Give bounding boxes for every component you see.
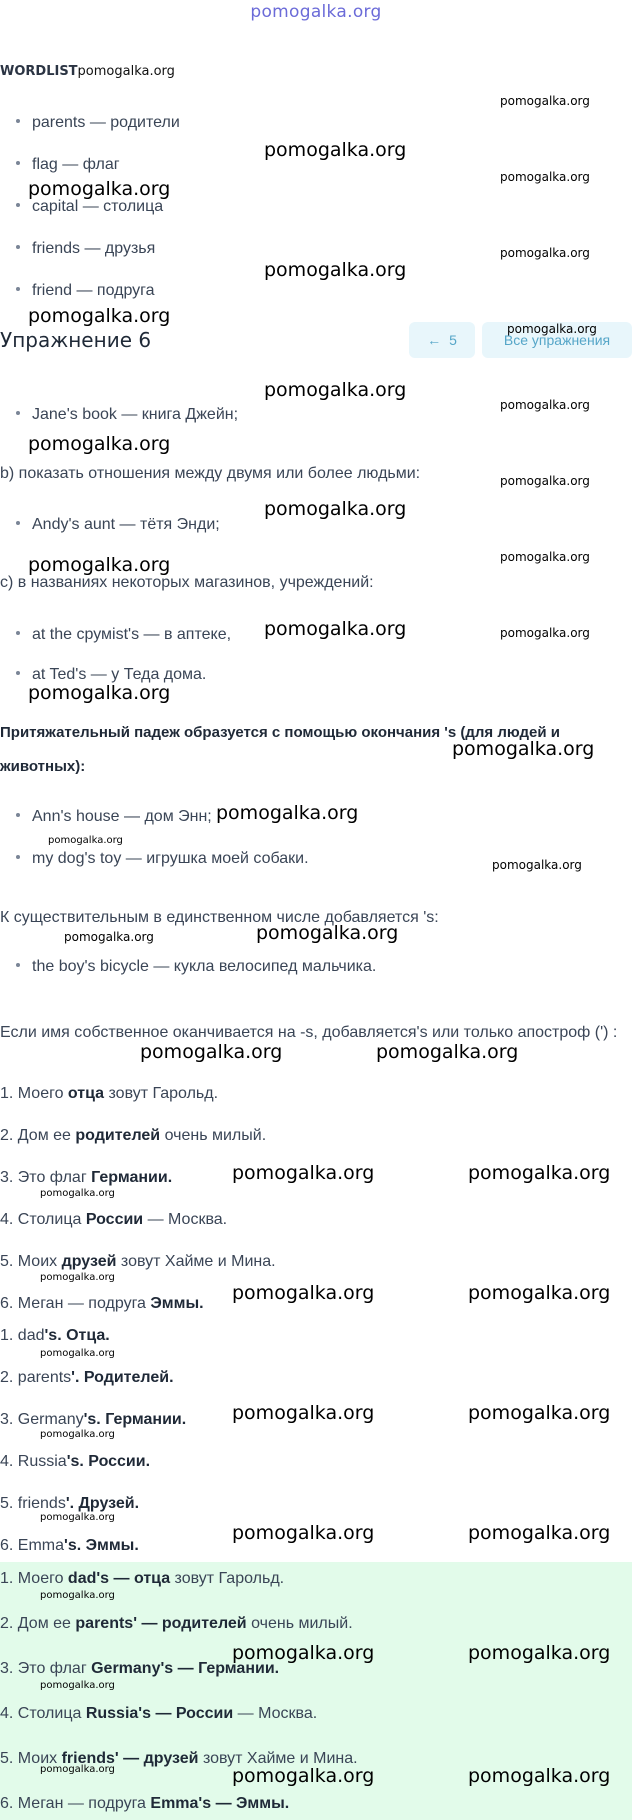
answer-highlight: dad's — отца [67, 1570, 171, 1587]
proper-noun-note: Если имя собственное оканчивается на -s, добавляется's или только апостроф (') : [0, 1024, 618, 1041]
form-text: 6. Emma [0, 1537, 65, 1554]
answer-text: зовут Гарольд. [170, 1570, 285, 1587]
sentence-highlight: Эммы. [150, 1295, 204, 1312]
watermark: pomogalka.org [64, 930, 154, 944]
watermark: pomogalka.org [28, 433, 171, 455]
list-item-text: Jane's book — книга Джейн; [32, 406, 239, 423]
list-item-text: parents — родители [32, 114, 180, 131]
answer-item [0, 1615, 353, 1633]
form-text: 1. dad [0, 1327, 45, 1344]
sentence-item [0, 1127, 266, 1145]
list-item [16, 808, 212, 826]
list-item-text: the boy's bicycle — кукла велосипед мальчика. [32, 958, 377, 975]
previous-exercise-number: 5 [449, 332, 457, 348]
exercise-title: Упражнение 6 [0, 328, 152, 352]
answer-item [0, 1705, 317, 1723]
wordlist-title [0, 64, 175, 79]
bullet-icon [16, 631, 20, 635]
answer-highlight: Emma's — Эммы. [150, 1795, 290, 1812]
section-c-text: c) в названиях некоторых магазинов, учреждений: [0, 574, 374, 591]
list-item [16, 626, 231, 644]
watermark: pomogalka.org [232, 1522, 375, 1544]
watermark: pomogalka.org [264, 498, 407, 520]
watermark: pomogalka.org [40, 1272, 115, 1283]
list-item-text: my dog's toy — игрушка моей собаки. [32, 850, 309, 867]
bullet-icon [16, 119, 20, 123]
answer-highlight: Germany's — Германии. [91, 1660, 280, 1677]
answer-highlight: friends' — друзей [61, 1750, 199, 1767]
watermark: pomogalka.org [468, 1522, 611, 1544]
watermark: pomogalka.org [500, 550, 590, 564]
watermark: pomogalka.org [452, 738, 595, 760]
list-item [16, 114, 180, 132]
list-item-text: at the срумist's — в аптеке, [32, 626, 232, 643]
sentence-item [0, 1295, 204, 1313]
watermark: pomogalka.org [500, 94, 590, 108]
previous-exercise-button[interactable] [409, 322, 475, 358]
watermark: pomogalka.org [48, 835, 123, 846]
watermark: pomogalka.org [40, 1348, 115, 1359]
watermark: pomogalka.org [232, 1162, 375, 1184]
sentence-text: 1. Моего [0, 1085, 68, 1102]
watermark: pomogalka.org [376, 1041, 519, 1063]
answer-text: 1. Моего [0, 1570, 68, 1587]
watermark: pomogalka.org [232, 1402, 375, 1424]
watermark: pomogalka.org [264, 618, 407, 640]
form-highlight: 's. России. [66, 1453, 151, 1470]
watermark: pomogalka.org [40, 1188, 115, 1199]
sentence-text: 5. Моих [0, 1253, 62, 1270]
form-text: 3. Germany [0, 1411, 84, 1428]
list-item-text: friends — друзья [32, 240, 156, 257]
answer-item [0, 1570, 284, 1588]
watermark: pomogalka.org [492, 858, 582, 872]
list-item-text: capital — столица [32, 198, 164, 215]
watermark: pomogalka.org [500, 398, 590, 412]
list-item [16, 516, 220, 534]
bullet-icon [16, 813, 20, 817]
sentence-item [0, 1253, 276, 1271]
list-item [16, 958, 376, 976]
answer-text: 5. Моих [0, 1750, 62, 1767]
watermark: pomogalka.org [140, 1041, 283, 1063]
watermark: pomogalka.org [232, 1765, 375, 1787]
singular-note: К существительным в единственном числе добавляется 's: [0, 909, 439, 926]
answer-highlight: Russia's — России [85, 1705, 234, 1722]
watermark: pomogalka.org [264, 379, 407, 401]
watermark: pomogalka.org [468, 1282, 611, 1304]
watermark: pomogalka.org [264, 259, 407, 281]
site-watermark-header: pomogalka.org [250, 2, 382, 22]
list-item-text: Ann's house — дом Энн; [32, 808, 212, 825]
list-item [16, 156, 120, 174]
watermark: pomogalka.org [468, 1765, 611, 1787]
sentence-item [0, 1085, 218, 1103]
answer-text: 3. Это флаг [0, 1660, 92, 1677]
form-item [0, 1495, 139, 1513]
list-item [16, 282, 155, 300]
sentence-text: зовут Гарольд. [104, 1085, 219, 1102]
sentence-text: 2. Дом ее [0, 1127, 76, 1144]
watermark: pomogalka.org [232, 1282, 375, 1304]
answer-text: очень милый. [246, 1615, 353, 1632]
watermark: pomogalka.org [40, 1429, 115, 1440]
watermark: pomogalka.org [40, 1680, 115, 1691]
watermark: pomogalka.org [40, 1764, 115, 1775]
form-highlight: '. Родителей. [71, 1369, 174, 1386]
sentence-highlight: Германии. [91, 1169, 173, 1186]
answer-text: — Москва. [233, 1705, 318, 1722]
answer-text: зовут Хайме и Мина. [198, 1750, 358, 1767]
answer-text: 2. Дом ее [0, 1615, 76, 1632]
answer-text: 4. Столица [0, 1705, 86, 1722]
watermark: pomogalka.org [28, 682, 171, 704]
form-text: 4. Russia [0, 1453, 67, 1470]
wordlist-source: pomogalka.org [77, 64, 175, 79]
list-item [16, 198, 163, 216]
list-item [16, 850, 309, 868]
bullet-icon [16, 287, 20, 291]
arrow-left-icon: ← [427, 332, 442, 348]
form-item [0, 1453, 150, 1471]
bullet-icon [16, 855, 20, 859]
form-highlight: 's. Эммы. [64, 1537, 139, 1554]
sentence-highlight: друзей [61, 1253, 117, 1270]
form-highlight: 's. Германии. [83, 1411, 187, 1428]
bullet-icon [16, 963, 20, 967]
watermark: pomogalka.org [500, 474, 590, 488]
form-highlight: '. Друзей. [65, 1495, 140, 1512]
watermark: pomogalka.org [507, 322, 597, 336]
list-item [16, 406, 238, 424]
form-text: 2. parents [0, 1369, 72, 1386]
bullet-icon [16, 521, 20, 525]
all-exercises-label: Все упражнения [503, 332, 611, 348]
watermark: pomogalka.org [500, 626, 590, 640]
sentence-text: — Москва. [143, 1211, 228, 1228]
answer-highlight: parents' — родителей [75, 1615, 247, 1632]
sentence-text: 4. Столица [0, 1211, 86, 1228]
sentence-text: 6. Меган — подруга [0, 1295, 151, 1312]
watermark: pomogalka.org [468, 1162, 611, 1184]
sentence-item [0, 1169, 172, 1187]
section-b-text: b) показать отношения между двумя или более людьми: [0, 465, 421, 482]
bullet-icon [16, 411, 20, 415]
list-item-text: flag — флаг [32, 156, 120, 173]
form-item [0, 1537, 139, 1555]
list-item-text: friend — подруга [32, 282, 155, 299]
watermark: pomogalka.org [40, 1590, 115, 1601]
sentence-highlight: родителей [75, 1127, 161, 1144]
answer-item [0, 1795, 289, 1813]
watermark: pomogalka.org [232, 1642, 375, 1664]
form-item [0, 1369, 174, 1387]
watermark: pomogalka.org [28, 554, 171, 576]
watermark: pomogalka.org [28, 305, 171, 327]
watermark: pomogalka.org [28, 178, 171, 200]
list-item-text: Andy's aunt — тётя Энди; [32, 516, 220, 533]
sentence-highlight: отца [67, 1085, 105, 1102]
form-item [0, 1327, 110, 1345]
form-item [0, 1411, 186, 1429]
sentence-text: зовут Хайме и Мина. [116, 1253, 276, 1270]
wordlist-label: WORDLIST [0, 64, 78, 79]
rule-text: Притяжательный падеж образуется с помощью окончания 's (для людей и животных): [0, 724, 560, 775]
sentence-highlight: России [85, 1211, 144, 1228]
list-item [16, 240, 155, 258]
watermark: pomogalka.org [500, 170, 590, 184]
watermark: pomogalka.org [216, 802, 359, 824]
bullet-icon [16, 245, 20, 249]
watermark: pomogalka.org [500, 246, 590, 260]
watermark: pomogalka.org [264, 139, 407, 161]
answer-text: 6. Меган — подруга [0, 1795, 151, 1812]
watermark: pomogalka.org [40, 1512, 115, 1523]
bullet-icon [16, 203, 20, 207]
form-highlight: 's. Отца. [44, 1327, 110, 1344]
bullet-icon [16, 671, 20, 675]
watermark: pomogalka.org [468, 1642, 611, 1664]
watermark: pomogalka.org [256, 922, 399, 944]
watermark: pomogalka.org [468, 1402, 611, 1424]
form-text: 5. friends [0, 1495, 66, 1512]
sentence-text: 3. Это флаг [0, 1169, 92, 1186]
list-item-text: at Ted's — у Теда дома. [32, 666, 207, 683]
bullet-icon [16, 161, 20, 165]
sentence-text: очень милый. [160, 1127, 267, 1144]
sentence-item [0, 1211, 227, 1229]
